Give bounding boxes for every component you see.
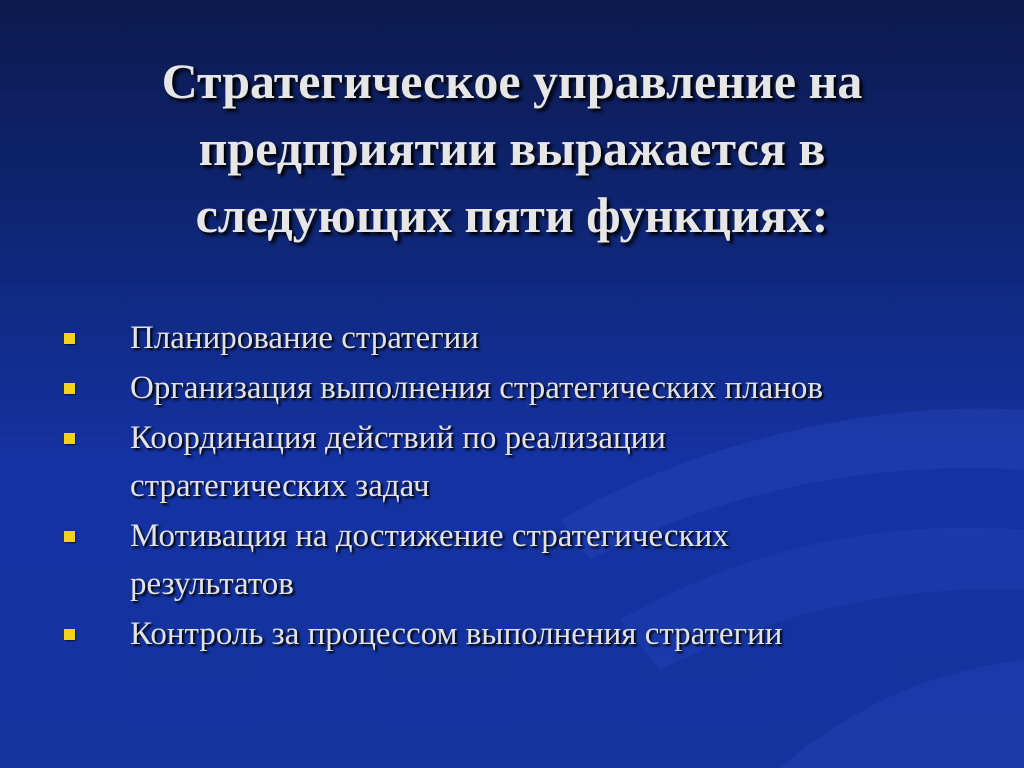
bullet-item-motivation (64, 512, 964, 608)
bullet-text: Контроль за процессом выполнения стратегии (130, 616, 783, 652)
bullet-text: Мотивация на достижение стратегических (130, 518, 729, 554)
yellow-square-bullet-icon (64, 629, 75, 640)
bullet-text: Координация действий по реализации (130, 420, 666, 456)
yellow-square-bullet-icon (64, 531, 75, 542)
bullet-text: результатов (130, 566, 294, 602)
yellow-square-bullet-icon (64, 333, 75, 344)
yellow-square-bullet-icon (64, 383, 75, 394)
title-line: предприятии выражается в (198, 120, 826, 176)
slide-title (60, 48, 964, 249)
title-line: Стратегическое управление на (161, 53, 863, 109)
bullet-item-control (64, 610, 964, 658)
bullet-list (64, 314, 964, 660)
yellow-square-bullet-icon (64, 433, 75, 444)
bullet-item-planning (64, 314, 964, 362)
bullet-text: стратегических задач (130, 468, 430, 504)
title-line: следующих пяти функциях: (195, 187, 829, 243)
bullet-item-organization (64, 364, 964, 412)
bullet-text: Планирование стратегии (130, 320, 479, 356)
bullet-text: Организация выполнения стратегических планов (130, 370, 823, 406)
bullet-item-coordination (64, 414, 964, 510)
